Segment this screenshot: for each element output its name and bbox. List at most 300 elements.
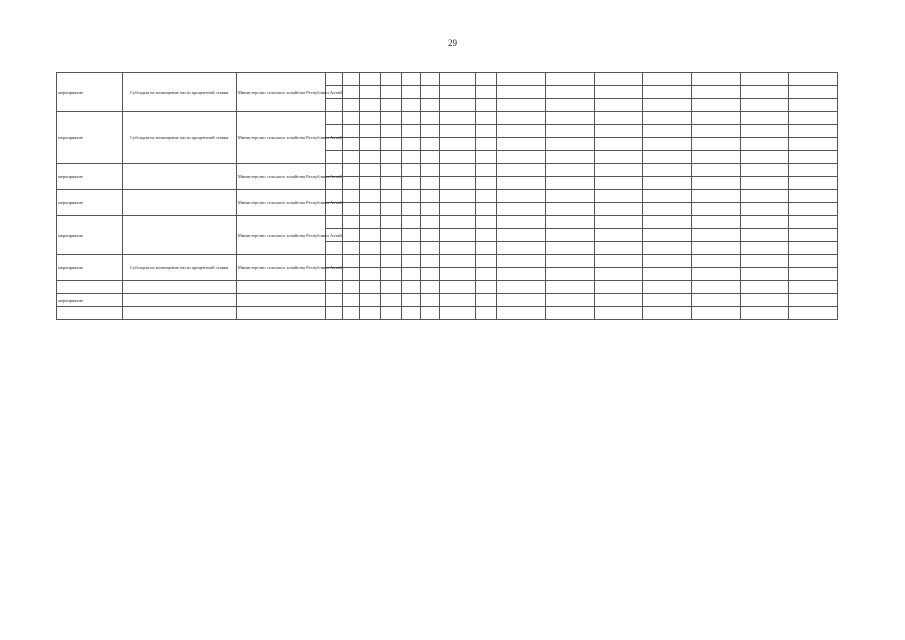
amount-cell [643,86,692,99]
amount-cell [789,281,838,294]
org-cell: Министерство сельского хозяйства Республики Алтай [236,73,325,112]
amount-cell [789,112,838,125]
amount-cell [789,203,838,216]
code-cell [342,229,359,242]
code-cell [325,99,342,112]
amount-cell [497,164,546,177]
amount-cell [740,86,789,99]
code-cell [380,268,401,281]
amount-cell [691,99,740,112]
code-cell [476,86,497,99]
code-cell [420,86,439,99]
code-cell [401,125,420,138]
code-cell [476,294,497,307]
amount-cell [789,86,838,99]
code-cell [440,281,476,294]
code-cell [380,73,401,86]
amount-cell [545,281,594,294]
code-cell [401,255,420,268]
code-cell [401,229,420,242]
code-cell [420,216,439,229]
code-cell [342,73,359,86]
code-cell [440,138,476,151]
code-cell [440,255,476,268]
code-cell [359,255,380,268]
amount-cell [691,138,740,151]
code-cell [359,203,380,216]
code-cell [420,164,439,177]
code-cell [359,307,380,320]
amount-cell [594,294,643,307]
code-cell [401,177,420,190]
code-cell [359,112,380,125]
code-cell [476,281,497,294]
event-cell [57,307,123,320]
amount-cell [740,203,789,216]
amount-cell [545,203,594,216]
amount-cell [691,112,740,125]
code-cell [420,177,439,190]
amount-cell [497,73,546,86]
code-cell [440,73,476,86]
amount-cell [497,138,546,151]
code-cell [401,151,420,164]
code-cell [342,242,359,255]
code-cell [325,242,342,255]
name-cell [122,281,236,294]
code-cell [476,138,497,151]
budget-table [56,72,838,320]
code-cell [342,125,359,138]
code-cell [420,281,439,294]
event-cell: мероприятие [57,216,123,255]
code-cell [440,268,476,281]
code-cell [325,73,342,86]
code-cell [420,294,439,307]
code-cell [325,281,342,294]
code-cell [420,73,439,86]
amount-cell [691,294,740,307]
code-cell [476,216,497,229]
code-cell [359,229,380,242]
amount-cell [594,164,643,177]
code-cell [359,164,380,177]
code-cell [420,151,439,164]
code-cell [476,177,497,190]
code-cell [380,255,401,268]
amount-cell [740,307,789,320]
amount-cell [740,177,789,190]
code-cell [325,151,342,164]
code-cell [342,112,359,125]
table-row [57,216,838,229]
code-cell [380,177,401,190]
amount-cell [740,138,789,151]
amount-cell [789,151,838,164]
code-cell [420,112,439,125]
amount-cell [643,216,692,229]
amount-cell [594,86,643,99]
code-cell [342,99,359,112]
code-cell [380,125,401,138]
name-cell: Субсидии на возмещение части процентной ставки [122,255,236,281]
amount-cell [545,177,594,190]
table-row [57,255,838,268]
amount-cell [594,281,643,294]
amount-cell [545,151,594,164]
code-cell [440,216,476,229]
code-cell [342,86,359,99]
table-row [57,73,838,86]
table-row [57,307,838,320]
amount-cell [789,216,838,229]
code-cell [420,307,439,320]
amount-cell [789,229,838,242]
code-cell [342,203,359,216]
code-cell [325,216,342,229]
amount-cell [497,294,546,307]
amount-cell [789,138,838,151]
amount-cell [545,112,594,125]
amount-cell [594,73,643,86]
amount-cell [789,268,838,281]
code-cell [440,203,476,216]
org-cell: Министерство сельского хозяйства Республики Алтай [236,112,325,164]
amount-cell [740,125,789,138]
code-cell [476,99,497,112]
code-cell [342,216,359,229]
amount-cell [691,86,740,99]
code-cell [359,294,380,307]
code-cell [440,164,476,177]
code-cell [476,229,497,242]
amount-cell [643,151,692,164]
amount-cell [545,255,594,268]
code-cell [476,255,497,268]
amount-cell [545,294,594,307]
amount-cell [594,203,643,216]
amount-cell [643,242,692,255]
amount-cell [594,190,643,203]
amount-cell [740,112,789,125]
table-row [57,190,838,203]
code-cell [359,268,380,281]
amount-cell [643,294,692,307]
amount-cell [497,216,546,229]
amount-cell [497,268,546,281]
code-cell [420,242,439,255]
code-cell [359,99,380,112]
code-cell [476,190,497,203]
amount-cell [789,99,838,112]
page-number: 29 [448,38,457,48]
amount-cell [594,138,643,151]
amount-cell [643,190,692,203]
amount-cell [497,112,546,125]
amount-cell [643,73,692,86]
amount-cell [497,307,546,320]
code-cell [380,164,401,177]
amount-cell [643,203,692,216]
code-cell [401,112,420,125]
code-cell [325,307,342,320]
amount-cell [643,138,692,151]
event-cell: мероприятие [57,255,123,281]
code-cell [401,242,420,255]
code-cell [342,164,359,177]
amount-cell [789,73,838,86]
amount-cell [740,164,789,177]
code-cell [380,86,401,99]
code-cell [401,73,420,86]
code-cell [440,294,476,307]
amount-cell [789,294,838,307]
amount-cell [740,229,789,242]
code-cell [342,294,359,307]
amount-cell [545,164,594,177]
amount-cell [643,112,692,125]
amount-cell [643,255,692,268]
org-cell: Министерство сельского хозяйства Республики Алтай [236,216,325,255]
code-cell [380,99,401,112]
code-cell [359,216,380,229]
code-cell [476,112,497,125]
event-cell: мероприятие [57,294,123,307]
code-cell [401,86,420,99]
code-cell [440,307,476,320]
amount-cell [691,164,740,177]
event-cell: мероприятие [57,112,123,164]
amount-cell [594,112,643,125]
code-cell [420,99,439,112]
amount-cell [545,229,594,242]
amount-cell [643,177,692,190]
code-cell [401,164,420,177]
code-cell [380,307,401,320]
code-cell [401,307,420,320]
code-cell [440,190,476,203]
org-cell: Министерство сельского хозяйства Республики Алтай [236,164,325,190]
table-row [57,112,838,125]
event-cell [57,281,123,294]
amount-cell [594,216,643,229]
amount-cell [740,242,789,255]
amount-cell [545,242,594,255]
table-row [57,164,838,177]
amount-cell [497,281,546,294]
amount-cell [497,255,546,268]
code-cell [420,125,439,138]
code-cell [420,138,439,151]
code-cell [476,203,497,216]
amount-cell [789,190,838,203]
amount-cell [691,177,740,190]
event-cell: мероприятие [57,164,123,190]
code-cell [476,242,497,255]
amount-cell [545,86,594,99]
amount-cell [497,242,546,255]
amount-cell [643,125,692,138]
amount-cell [643,229,692,242]
code-cell [440,229,476,242]
code-cell [476,125,497,138]
amount-cell [545,190,594,203]
org-cell: Министерство сельского хозяйства Республики Алтай [236,255,325,281]
amount-cell [497,229,546,242]
amount-cell [497,190,546,203]
code-cell [440,112,476,125]
amount-cell [545,307,594,320]
code-cell [420,229,439,242]
code-cell [342,281,359,294]
amount-cell [691,190,740,203]
code-cell [476,73,497,86]
code-cell [380,203,401,216]
amount-cell [740,73,789,86]
amount-cell [594,255,643,268]
table-row [57,294,838,307]
code-cell [342,177,359,190]
code-cell [440,125,476,138]
amount-cell [789,177,838,190]
code-cell [380,294,401,307]
amount-cell [740,294,789,307]
event-cell: мероприятие [57,190,123,216]
amount-cell [594,242,643,255]
amount-cell [545,125,594,138]
code-cell [359,138,380,151]
amount-cell [740,255,789,268]
code-cell [359,73,380,86]
table-body [57,73,838,320]
amount-cell [691,73,740,86]
amount-cell [497,203,546,216]
code-cell [401,203,420,216]
code-cell [359,190,380,203]
code-cell [359,86,380,99]
name-cell [122,216,236,255]
code-cell [440,242,476,255]
code-cell [359,281,380,294]
code-cell [380,112,401,125]
code-cell [440,177,476,190]
org-cell [236,281,325,294]
name-cell [122,164,236,190]
code-cell [476,307,497,320]
org-cell [236,294,325,307]
amount-cell [691,229,740,242]
amount-cell [594,229,643,242]
amount-cell [545,138,594,151]
code-cell [380,216,401,229]
code-cell [401,294,420,307]
amount-cell [691,125,740,138]
code-cell [380,281,401,294]
amount-cell [497,151,546,164]
amount-cell [643,268,692,281]
amount-cell [691,151,740,164]
code-cell [359,125,380,138]
amount-cell [691,216,740,229]
code-cell [401,268,420,281]
code-cell [380,242,401,255]
code-cell [420,268,439,281]
amount-cell [545,268,594,281]
code-cell [380,229,401,242]
amount-cell [691,255,740,268]
amount-cell [691,307,740,320]
amount-cell [545,73,594,86]
code-cell [325,294,342,307]
amount-cell [789,125,838,138]
amount-cell [594,307,643,320]
name-cell [122,294,236,307]
table-row [57,281,838,294]
code-cell [325,112,342,125]
amount-cell [545,99,594,112]
amount-cell [740,268,789,281]
amount-cell [643,99,692,112]
amount-cell [594,99,643,112]
code-cell [440,99,476,112]
event-cell: мероприятие [57,73,123,112]
amount-cell [594,268,643,281]
code-cell [342,151,359,164]
amount-cell [691,242,740,255]
code-cell [401,216,420,229]
name-cell: Субсидии на возмещение части процентной ставки [122,112,236,164]
code-cell [420,190,439,203]
code-cell [380,151,401,164]
amount-cell [740,99,789,112]
code-cell [359,151,380,164]
amount-cell [594,151,643,164]
code-cell [342,268,359,281]
amount-cell [740,190,789,203]
amount-cell [497,125,546,138]
code-cell [342,138,359,151]
code-cell [359,242,380,255]
code-cell [420,255,439,268]
code-cell [380,190,401,203]
code-cell [401,99,420,112]
amount-cell [643,307,692,320]
code-cell [401,281,420,294]
amount-cell [789,242,838,255]
code-cell [440,86,476,99]
amount-cell [789,164,838,177]
name-cell: Субсидии на возмещение части процентной ставки [122,73,236,112]
org-cell [236,307,325,320]
code-cell [401,138,420,151]
amount-cell [594,125,643,138]
amount-cell [740,151,789,164]
code-cell [380,138,401,151]
amount-cell [497,177,546,190]
code-cell [342,307,359,320]
code-cell [476,164,497,177]
name-cell [122,307,236,320]
amount-cell [789,255,838,268]
amount-cell [789,307,838,320]
code-cell [401,190,420,203]
code-cell [420,203,439,216]
code-cell [359,177,380,190]
amount-cell [545,216,594,229]
amount-cell [643,281,692,294]
code-cell [476,268,497,281]
amount-cell [691,281,740,294]
